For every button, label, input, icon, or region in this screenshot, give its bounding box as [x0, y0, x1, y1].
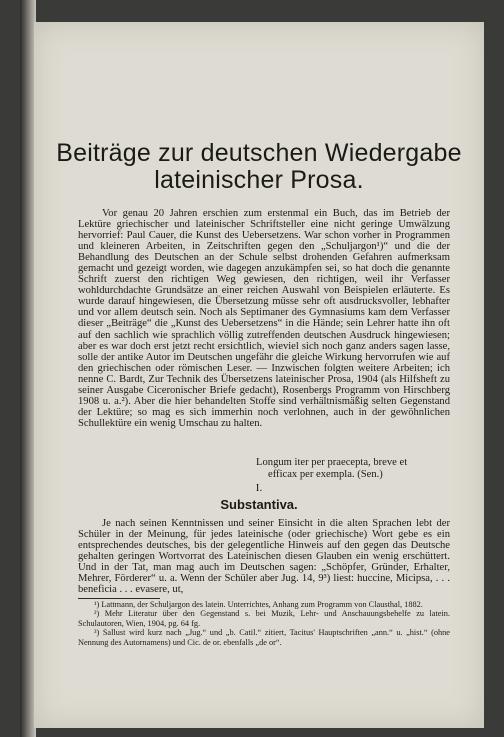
footnote-rule: [78, 598, 160, 599]
footnote-2: ²) Mehr Literatur über den Gegenstand s. bei Muzik, Lehr- und Anschauungsbehelfe zu latein. Schulautoren, Wien, 1904, pg. 64 fg.: [78, 609, 450, 628]
latin-motto: [256, 457, 407, 480]
title-line-1: Beiträge zur deutschen Wiedergabe: [56, 139, 462, 167]
page-title: [34, 140, 484, 194]
title-line-2: lateinischer Prosa.: [154, 166, 364, 194]
section-heading: Substantiva.: [220, 497, 298, 512]
section-paragraph: Je nach seinen Kenntnissen und seiner Einsicht in die alten Sprachen lebt der Schüler in der Meinung, für jedes lateinische (oder griechische) Wort gebe es ein entsprechendes deutsches, bis der gelegentliche Hinweis auf den gegen das Deutsche gehalten geringen Wortvorrat des Lateinischen diesen Glauben ein wenig erschüttert. Und in der Tat, man mag auch im Deutschen sagen: „Schöpfer, Gründer, Erhalter, Mehrer, Förderer“ u. a. Wenn der Schüler aber Jug. 14, 9³) liest: huccine, Micipsa, . . . beneficia . . . evasere, ut,: [78, 518, 450, 596]
footnotes: [78, 600, 450, 647]
footnote-3: ³) Sallust wird kurz nach „Jug.“ und „b. Catil.“ zitiert, Tacitus' Hauptschriften „ann.“ u. „hist.“ (ohne Nennung des Autornamens) und Cic. de or. ebenfalls „de or“.: [78, 628, 450, 647]
intro-paragraph: Vor genau 20 Jahren erschien zum erstenmal ein Buch, das im Betrieb der Lektüre griechischer und lateinischer Schriftsteller eine nicht geringe Umwälzung hervorrief: Paul Cauer, die Kunst des Uebersetzens. War schon vorher in Programmen und kleineren Arbeiten, in Zeitschriften gegen den „Schuljargon¹)“ und die der Behandlung des Deutschen an der Schule selbst drohenden Gefahren aufmerksam gemacht und gezeigt worden, wie dagegen anzukämpfen sei, so hat doch die genannte Schrift zuerst den richtigen Weg gewiesen, den richtigen, weil ihr Verfasser wohldurchdachte Grundsätze an einer reichen Auswahl von Beispielen erläuterte. Es wurde darauf hingewiesen, die Übersetzung müsse sehr oft ausdrucksvoller, lebhafter und vor allem deutsch sein. Noch als Septimaner des Gymnasiums kam dem Verfasser dieser „Beiträge“ die „Kunst des Uebersetzens“ in die Hände; sein Lehrer hatte ihn oft auf den sachlich wie sprachlich völlig zutreffenden deutschen Ausdruck hingewiesen; aber es war doch erst jetzt recht ersichtlich, wieviel sich noch ganz anders sagen lasse, solle der antike Autor im Deutschen ungefähr die gleiche Wirkung hervorrufen wie auf den griechischen oder römischen Leser. — Inzwischen folgten weitere Arbeiten; ich nenne C. Bardt, Zur Technik des Übersetzens lateinischer Prosa, 1904 (als Hilfsheft zu seiner Ausgabe Ciceronischer Briefe gedacht), Rosenbergs Programm von Hirschberg 1908 u. a.²). Aber die hier behandelten Stoffe sind verhältnismäßig selten Gegenstand der Lektüre; so mag es sich immerhin noch verlohnen, auch in der gewöhnlichen Schullektüre ein wenig Umschau zu halten.: [78, 208, 450, 429]
motto-line-1: Longum iter per praecepta, breve et: [256, 457, 408, 468]
footnote-1: ¹) Lattmann, der Schuljargon des latein. Unterrichtes, Anhang zum Programm von Clausthal, 1882.: [94, 600, 423, 609]
book-page: [34, 22, 484, 728]
motto-line-2: efficax per exempla. (Sen.): [268, 468, 383, 480]
section-number: I.: [255, 482, 263, 494]
